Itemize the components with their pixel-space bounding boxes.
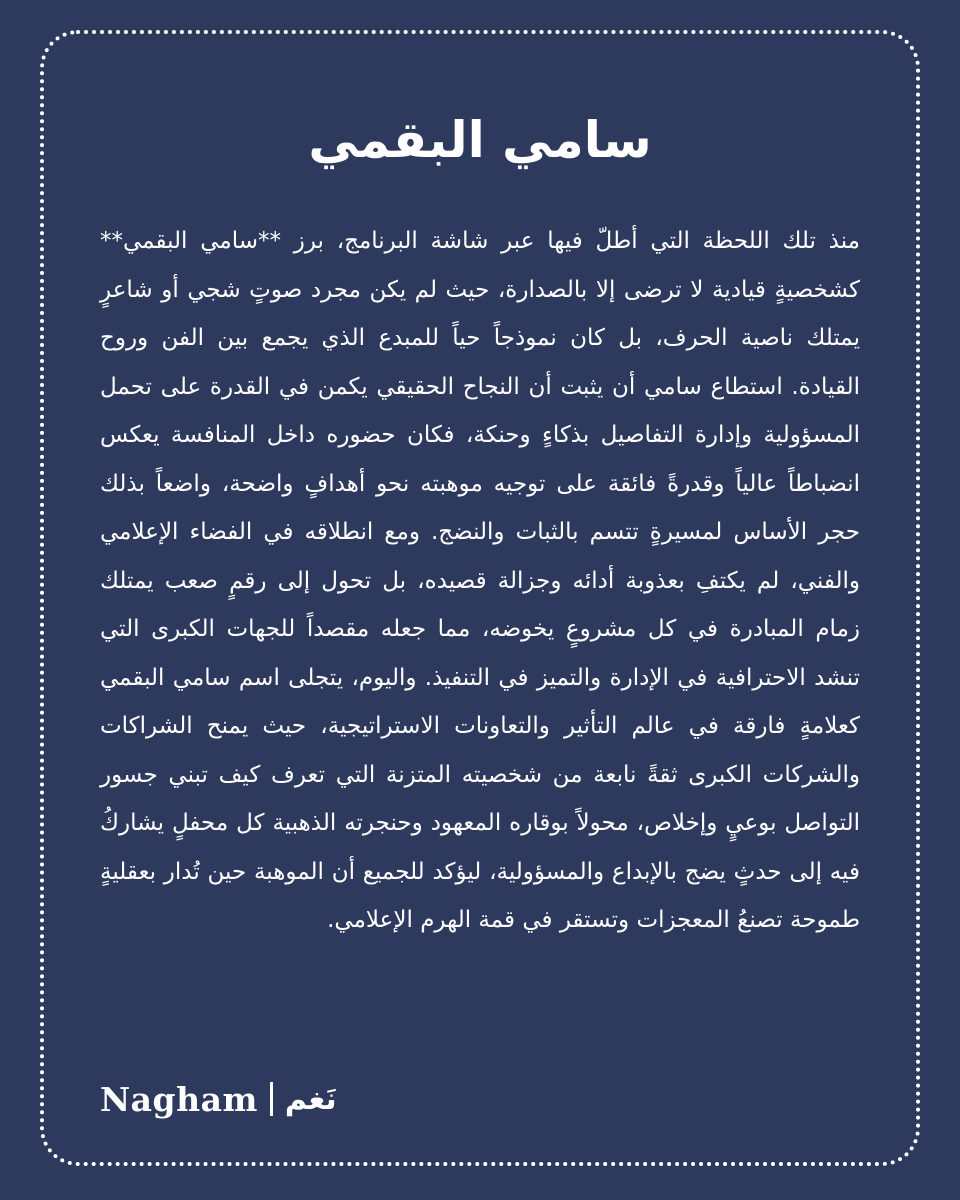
brand-signature (100, 1074, 337, 1124)
article-body: منذ تلك اللحظة التي أطلّ فيها عبر شاشة البرنامج، برز **سامي البقمي** كشخصيةٍ قيادية لا ترضى إلا بالصدارة، حيث لم يكن مجرد صوتٍ شجي أو شاعرٍ يمتلك ناصية الحرف، بل كان نموذجاً حياً للمبدع الذي يجمع بين الفن وروح القيادة. استطاع سامي أن يثبت أن النجاح الحقيقي يكمن في القدرة على تحمل المسؤولية وإدارة التفاصيل بذكاءٍ وحنكة، فكان حضوره داخل المنافسة يعكس انضباطاً عالياً وقدرةً فائقة على توجيه موهبته نحو أهدافٍ واضحة، واضعاً بذلك حجر الأساس لمسيرةٍ تتسم بالثبات والنضج. ومع انطلاقه في الفضاء الإعلامي والفني، لم يكتفِ بعذوبة أدائه وجزالة قصيده، بل تحول إلى رقمٍ صعب يمتلك زمام المبادرة في كل مشروعٍ يخوضه، مما جعله مقصداً للجهات الكبرى التي تنشد الاحترافية في الإدارة والتميز في التنفيذ. واليوم، يتجلى اسم سامي البقمي كعلامةٍ فارقة في عالم التأثير والتعاونات الاستراتيجية، حيث يمنح الشراكات والشركات الكبرى ثقةً نابعة من شخصيته المتزنة التي تعرف كيف تبني جسور التواصل بوعيٍ وإخلاص، محولاً بوقاره المعهود وحنجرته الذهبية كل محفلٍ يشاركُ فيه إلى حدثٍ يضج بالإبداع والمسؤولية، ليؤكد للجميع أن الموهبة حين تُدار بعقليةٍ طموحة تصنعُ المعجزات وتستقر في قمة الهرم الإعلامي. (100, 228, 860, 933)
brand-divider (270, 1082, 273, 1116)
brand-name-arabic: نَغم (284, 1081, 337, 1117)
brand-name-latin: Nagham (100, 1079, 258, 1119)
page-title: سامي البقمي (308, 111, 652, 169)
